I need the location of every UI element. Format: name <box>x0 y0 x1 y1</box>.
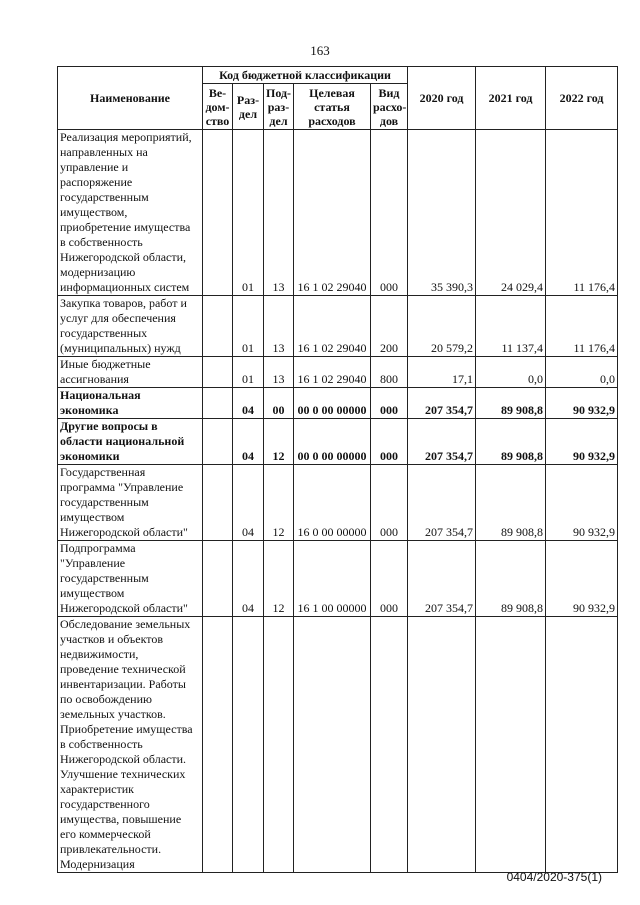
cell-vedomstvo <box>203 465 233 541</box>
cell-2022: 90 932,9 <box>546 388 618 419</box>
table-row <box>58 617 618 873</box>
cell-2022: 11 176,4 <box>546 296 618 357</box>
cell-podrazdel: 00 <box>264 388 294 419</box>
cell-2021: 0,0 <box>476 357 546 388</box>
page-number: 163 <box>310 43 330 58</box>
cell-2021: 24 029,4 <box>476 130 546 296</box>
cell-razdel: 04 <box>233 541 264 617</box>
cell-2022: 90 932,9 <box>546 541 618 617</box>
cell-2021 <box>476 617 546 873</box>
cell-razdel: 01 <box>233 130 264 296</box>
header-razdel: Раз- дел <box>233 84 264 130</box>
cell-expense-type: 000 <box>371 130 408 296</box>
table-row <box>58 465 618 541</box>
cell-vedomstvo <box>203 541 233 617</box>
table-row <box>58 130 618 296</box>
row-name: Обследование земельных участков и объектов недвижимости, проведение технической инвентаризации. Работы по освобождению земельных участков. Приобретение имущества в собственность Нижегородской области. Улучшение технических характеристик государственного имущества, повышение его коммерческой привлекательности. Модернизация <box>58 617 203 873</box>
cell-target-article: 16 1 00 00000 <box>294 541 371 617</box>
row-name: Государственная программа "Управление государственным имуществом Нижегородской области" <box>58 465 203 541</box>
cell-podrazdel: 13 <box>264 130 294 296</box>
cell-2020: 17,1 <box>408 357 476 388</box>
row-name: Иные бюджетные ассигнования <box>58 357 203 388</box>
header-year-2020: 2020 год <box>408 67 476 130</box>
cell-target-article: 00 0 00 00000 <box>294 419 371 465</box>
cell-vedomstvo <box>203 357 233 388</box>
cell-2020 <box>408 617 476 873</box>
header-target-article: Целевая статья расходов <box>294 84 371 130</box>
cell-vedomstvo <box>203 130 233 296</box>
cell-2020: 207 354,7 <box>408 465 476 541</box>
row-name: Национальная экономика <box>58 388 203 419</box>
header-podrazdel: Под- раз- дел <box>264 84 294 130</box>
cell-2021: 11 137,4 <box>476 296 546 357</box>
row-name: Другие вопросы в области национальной экономики <box>58 419 203 465</box>
header-vedomstvo: Ве- дом- ство <box>203 84 233 130</box>
cell-expense-type: 000 <box>371 465 408 541</box>
cell-expense-type: 000 <box>371 541 408 617</box>
cell-2021: 89 908,8 <box>476 465 546 541</box>
cell-razdel: 04 <box>233 419 264 465</box>
cell-razdel <box>233 617 264 873</box>
cell-2021: 89 908,8 <box>476 388 546 419</box>
table-row <box>58 541 618 617</box>
cell-target-article: 00 0 00 00000 <box>294 388 371 419</box>
cell-target-article <box>294 617 371 873</box>
cell-vedomstvo <box>203 296 233 357</box>
cell-2020: 35 390,3 <box>408 130 476 296</box>
header-year-2021: 2021 год <box>476 67 546 130</box>
cell-expense-type <box>371 617 408 873</box>
cell-2022: 0,0 <box>546 357 618 388</box>
cell-expense-type: 800 <box>371 357 408 388</box>
cell-expense-type: 200 <box>371 296 408 357</box>
cell-2021: 89 908,8 <box>476 541 546 617</box>
cell-2022: 11 176,4 <box>546 130 618 296</box>
cell-target-article: 16 1 02 29040 <box>294 296 371 357</box>
cell-2020: 207 354,7 <box>408 419 476 465</box>
row-name: Закупка товаров, работ и услуг для обеспечения государственных (муниципальных) нужд <box>58 296 203 357</box>
cell-razdel: 04 <box>233 388 264 419</box>
cell-podrazdel: 12 <box>264 465 294 541</box>
cell-razdel: 01 <box>233 357 264 388</box>
cell-podrazdel: 12 <box>264 541 294 617</box>
budget-table <box>57 66 618 873</box>
cell-2022 <box>546 617 618 873</box>
cell-vedomstvo <box>203 617 233 873</box>
cell-expense-type: 000 <box>371 388 408 419</box>
cell-podrazdel: 12 <box>264 419 294 465</box>
cell-2022: 90 932,9 <box>546 465 618 541</box>
cell-podrazdel: 13 <box>264 296 294 357</box>
table-row <box>58 388 618 419</box>
table-row <box>58 296 618 357</box>
cell-razdel: 04 <box>233 465 264 541</box>
header-expense-type: Вид расхо- дов <box>371 84 408 130</box>
cell-podrazdel: 13 <box>264 357 294 388</box>
cell-vedomstvo <box>203 419 233 465</box>
header-code-group: Код бюджетной классификации <box>203 67 408 84</box>
cell-target-article: 16 0 00 00000 <box>294 465 371 541</box>
document-code: 0404/2020-375(1) <box>506 870 602 884</box>
table-row <box>58 419 618 465</box>
cell-2020: 207 354,7 <box>408 388 476 419</box>
cell-target-article: 16 1 02 29040 <box>294 357 371 388</box>
header-year-2022: 2022 год <box>546 67 618 130</box>
cell-2021: 89 908,8 <box>476 419 546 465</box>
cell-target-article: 16 1 02 29040 <box>294 130 371 296</box>
cell-2020: 20 579,2 <box>408 296 476 357</box>
row-name: Реализация мероприятий, направленных на управление и распоряжение государственным имуществом, приобретение имущества в собственность Нижегородской области, модернизацию информационных систем <box>58 130 203 296</box>
row-name: Подпрограмма "Управление государственным имуществом Нижегородской области" <box>58 541 203 617</box>
cell-expense-type: 000 <box>371 419 408 465</box>
cell-2022: 90 932,9 <box>546 419 618 465</box>
header-name: Наименование <box>58 67 203 130</box>
cell-vedomstvo <box>203 388 233 419</box>
cell-2020: 207 354,7 <box>408 541 476 617</box>
cell-razdel: 01 <box>233 296 264 357</box>
cell-podrazdel <box>264 617 294 873</box>
table-row <box>58 357 618 388</box>
